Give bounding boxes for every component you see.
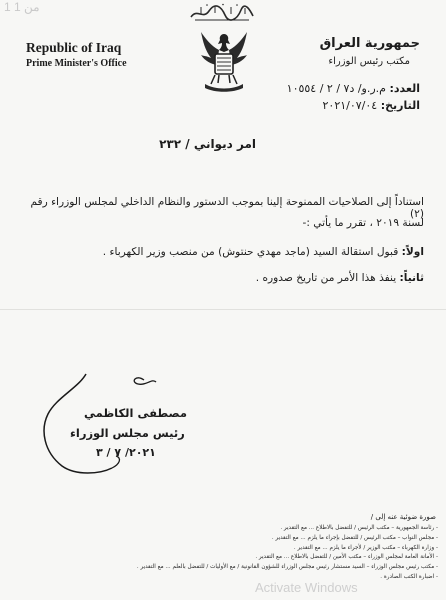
- body-line-1: استناداً إلى الصلاحيات الممنوحة إلينا بموجب الدستور والنظام الداخلي لمجلس الوزراء رقم (٢): [30, 196, 424, 220]
- reference-number-label: العدد:: [389, 82, 420, 95]
- copies-list-item: - رئاسة الجمهورية – مكتب الرئيس / للتفضل بالاطلاع ... مع التقدير .: [280, 525, 438, 531]
- paper-fold-line: [0, 309, 446, 310]
- letterhead-arabic-subtitle: مكتب رئيس الوزراء: [328, 56, 410, 67]
- signatory-name: مصطفى الكاظمي: [84, 406, 188, 420]
- copies-heading: صورة ضوئية عنه إلى /: [370, 513, 436, 521]
- activate-windows-watermark: Activate Windows: [255, 580, 358, 595]
- copies-list: [8, 524, 438, 583]
- body-line-2: لسنة ٢٠١٩ ، تقرر ما يأتي :-: [302, 217, 424, 229]
- reference-number-value: م.ر.و/ د٧ / ٢ / ١٠٥٥٤: [286, 82, 386, 95]
- signature-date: ٢٠٢١/ ٧ / ٣: [96, 446, 156, 459]
- reference-date: [230, 99, 420, 112]
- copies-list-item: - وزارة الكهرباء – مكتب الوزير / لأجراء ما يلزم ... مع التقدير .: [293, 544, 438, 551]
- copies-list-item: - مجلس النواب – مكتب الرئيس / للتفضل بإجراء ما يلزم ... مع التقدير .: [271, 534, 438, 541]
- decision-item-2-label: ثانياً:: [399, 272, 424, 284]
- letterhead-arabic-title: جمهورية العراق: [319, 36, 420, 51]
- handwritten-signature: [26, 368, 166, 478]
- decision-item-1-label: اولاً:: [401, 246, 424, 258]
- page-number: 1 من 1: [4, 0, 40, 14]
- signatory-title: رئيس مجلس الوزراء: [70, 426, 185, 440]
- letterhead-english-title: Republic of Iraq: [26, 40, 122, 55]
- reference-date-label: التاريخ:: [380, 99, 420, 112]
- letterhead-english-subtitle: Prime Minister's Office: [26, 58, 127, 69]
- reference-date-value: ٢٠٢١/٠٧/٠٤: [322, 99, 378, 112]
- order-title: امر ديواني / ٢٣٢: [159, 137, 256, 151]
- decision-item-2-text: ينفذ هذا الأمر من تاريخ صدوره .: [255, 272, 397, 284]
- copies-list-item: - الأمانة العامة لمجلس الوزراء – مكتب الأمين / للتفضل بالاطلاع ... مع التقدير .: [255, 554, 438, 561]
- decision-item-1: [14, 246, 424, 258]
- decision-item-1-text: قبول استقالة السيد (ماجد مهدي حنتوش) من منصب وزير الكهرباء .: [102, 246, 399, 258]
- decision-item-2: [14, 272, 424, 284]
- reference-number: [230, 82, 420, 95]
- copies-list-item: - مكتب رئيس مجلس الوزراء – السيد مستشار رئيس مجلس الوزراء للشؤون القانونية / مع الأوليات / للتفضل بالعلم ... مع التقدير .: [136, 564, 438, 571]
- copies-list-item: - اضبارة الكتب الصادرة .: [380, 573, 438, 580]
- calligraphy-seal-icon: [187, 2, 257, 24]
